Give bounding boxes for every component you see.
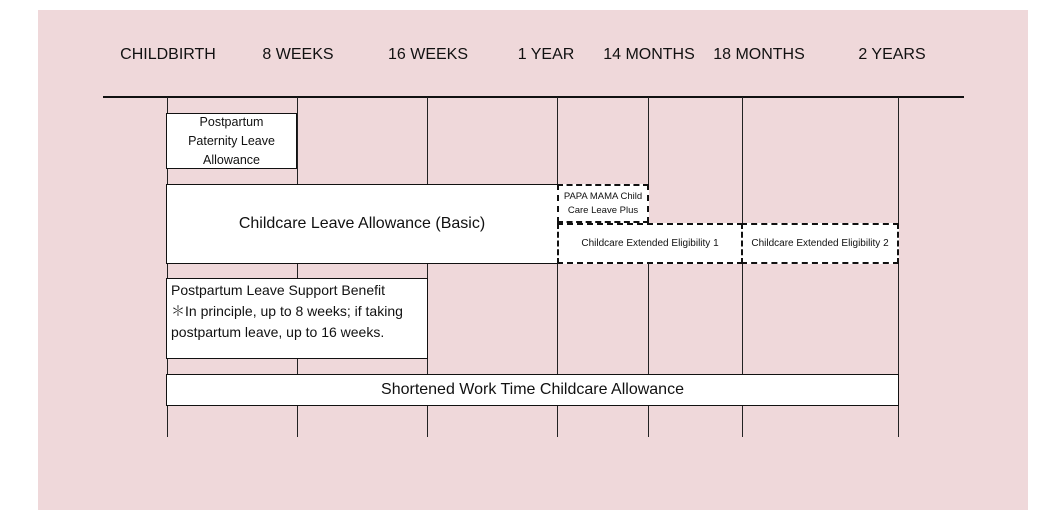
timeline-axis (103, 96, 964, 98)
timeline-label-16-weeks: 16 WEEKS (387, 46, 469, 63)
timeline-label-8-weeks: 8 WEEKS (262, 46, 334, 63)
diagram-canvas (38, 10, 1028, 510)
paternity-leave-box: Postpartum Paternity Leave Allowance (166, 113, 297, 169)
postpartum-support-box: Postpartum Leave Support Benefit ＊In principle, up to 8 weeks; if taking postpartum leave, up to 16 weeks. (166, 278, 428, 359)
timeline-label-childbirth: CHILDBIRTH (120, 46, 216, 63)
extended-eligibility-1-box: Childcare Extended Eligibility 1 (557, 223, 743, 264)
extended-eligibility-2-box: Childcare Extended Eligibility 2 (741, 223, 899, 264)
timeline-label-1-year: 1 YEAR (517, 46, 575, 63)
papa-mama-box: PAPA MAMA Child Care Leave Plus (557, 184, 649, 223)
timeline-label-18-months: 18 MONTHS (713, 46, 805, 63)
childcare-basic-box: Childcare Leave Allowance (Basic) (166, 184, 558, 264)
timeline-label-14-months: 14 MONTHS (603, 46, 695, 63)
shortened-work-box: Shortened Work Time Childcare Allowance (166, 374, 899, 406)
timeline-label-2-years: 2 YEARS (858, 46, 926, 63)
